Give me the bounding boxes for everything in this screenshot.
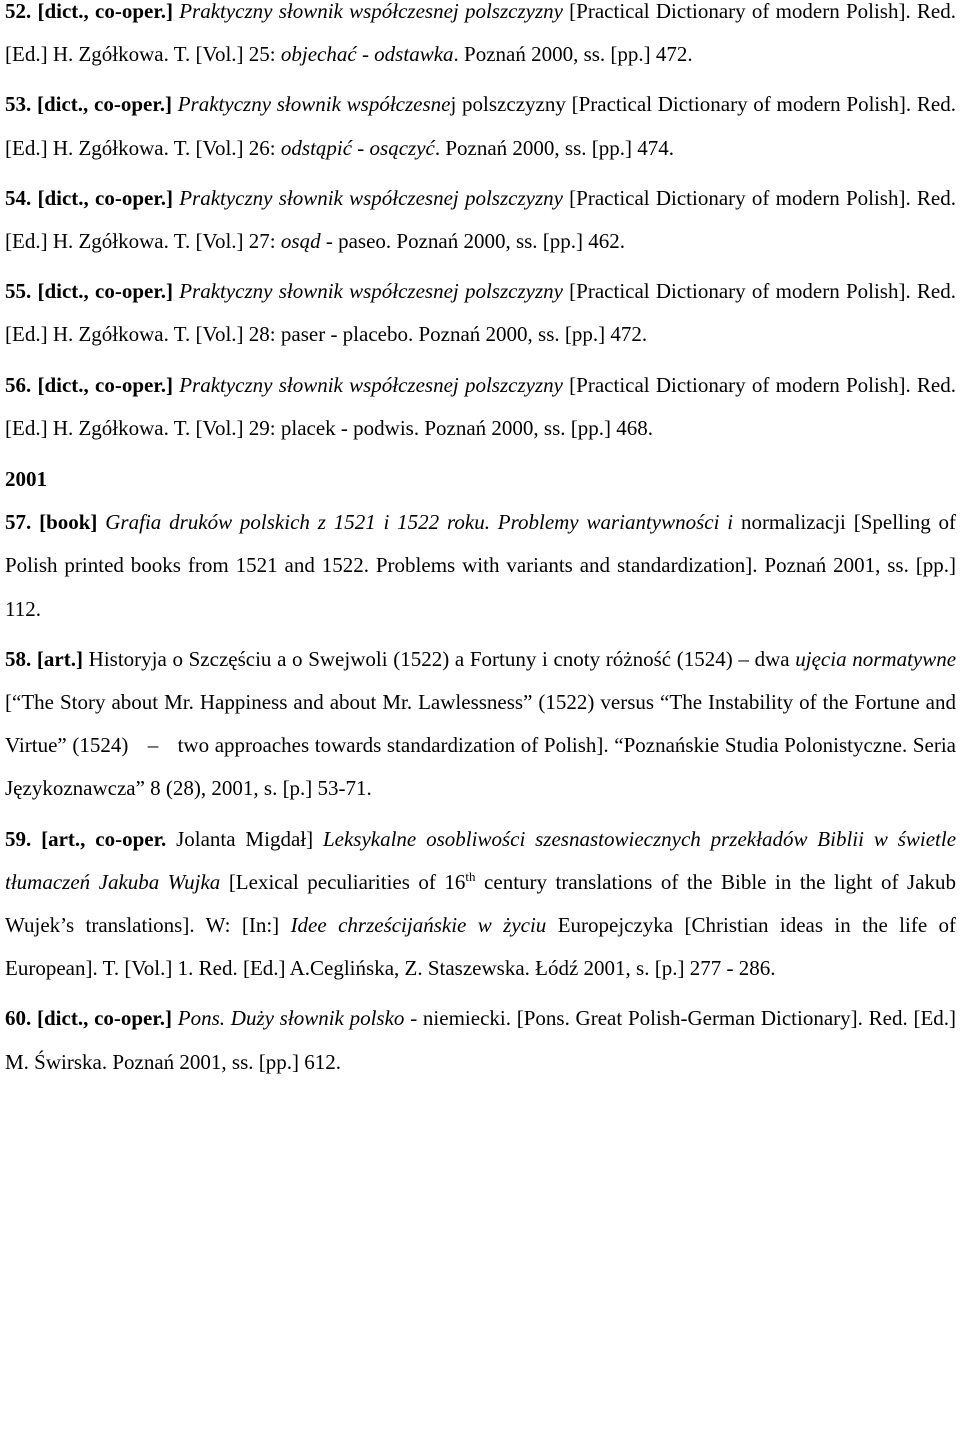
entry-title: Praktyczny słownik współczesnej polszczyzny — [179, 0, 563, 23]
entry-details: Europejczyka [Christian ideas in the life of European]. T. [Vol.] 1. Red. [Ed.] A.Ceglińska, Z. Staszewska. Łódź 2001, s. [p.] 277 - 286. — [5, 913, 957, 981]
entry-dash-2: – — [147, 733, 159, 758]
entry-number: 58. — [5, 646, 32, 671]
bibliography-entry-59 — [5, 818, 956, 991]
entry-title: Leksykalne osobliwości szesnastowiecznych przekładów Biblii w świetle tłumaczeń Jakuba Wujka — [5, 826, 957, 894]
entry-number: 59. — [5, 826, 32, 851]
entry-label: [art.] — [36, 646, 83, 671]
entry-details: [Practical Dictionary of modern Polish]. Red. [Ed.] H. Zgółkowa. T. [Vol.] 29: placek - podwis. Poznań 2000, ss. [pp.] 468. — [5, 372, 956, 440]
bibliography-entry-60 — [5, 997, 956, 1083]
entry-number: 53. — [5, 92, 32, 117]
entry-superscript: th — [465, 868, 476, 884]
entry-text-2: century translations of the Bible in the light of Jakub Wujek’s translations]. W: [In:] — [5, 869, 957, 938]
entry-title: Pons. Duży słownik polsko — [177, 1006, 405, 1031]
entry-label: [dict., co-oper.] — [37, 372, 173, 397]
entry-text: Historyja o Szczęściu a o Swejwoli (1522) a Fortuny i cnoty różność (1524) — [88, 646, 733, 671]
entry-coauthor: Jolanta Migdał] — [176, 826, 314, 851]
bibliography-entry-55 — [5, 270, 956, 356]
entry-number: 55. — [5, 279, 32, 304]
entry-title: Grafia druków polskich z 1521 i 1522 roku. Problemy wariantywności i — [105, 510, 734, 535]
entry-tail: . Poznań 2000, ss. [pp.] 472. — [453, 42, 693, 67]
entry-number: 54. — [5, 185, 32, 210]
entry-range: osąd — [280, 229, 321, 254]
entry-label: [book] — [39, 510, 98, 535]
entry-details-2: two approaches towards standardization of Polish]. “Poznańskie Studia Polonistyczne. Seria Językoznawcza” 8 (28), 2001, s. [p.] 53-71. — [5, 733, 957, 801]
entry-details: [“The Story about Mr. Happiness and about Mr. Lawlessness” (1522) versus “The Instability of the Fortune and Virtue” (1524) — [5, 690, 956, 758]
entry-details: [Practical Dictionary of modern Polish]. Red. [Ed.] H. Zgółkowa. T. [Vol.] 25: — [5, 0, 956, 67]
entry-text: [Lexical peculiarities of 16 — [228, 869, 466, 894]
entry-title: Praktyczny słownik współczesnej polszczyzny — [179, 279, 563, 304]
entry-details: [Practical Dictionary of modern Polish]. Red. [Ed.] H. Zgółkowa. T. [Vol.] 26: — [5, 92, 956, 160]
year-heading: 2001 — [5, 467, 47, 492]
bibliography-entry-58 — [5, 638, 956, 811]
entry-label: [dict., co-oper.] — [37, 185, 173, 210]
entry-label: [art., co-oper. — [41, 826, 167, 851]
bibliography-entry-56 — [5, 364, 956, 450]
bibliography-entry-54 — [5, 177, 956, 263]
entry-label: [dict., co-oper.] — [37, 1006, 173, 1031]
bibliography-entry-57 — [5, 501, 956, 631]
entry-number: 57. — [5, 510, 32, 535]
entry-details: [Practical Dictionary of modern Polish]. Red. [Ed.] H. Zgółkowa. T. [Vol.] 28: paser - placebo. Poznań 2000, ss. [pp.] 472. — [5, 279, 956, 347]
bibliography-entry-52 — [5, 0, 956, 76]
entry-range: odstąpić - osączyć — [280, 135, 435, 160]
entry-tail: - paseo. Poznań 2000, ss. [pp.] 462. — [325, 229, 626, 254]
bibliography-entry-53 — [5, 83, 956, 169]
entry-range: objechać - odstawka — [280, 42, 454, 67]
entry-label: [dict., co-oper.] — [36, 92, 172, 117]
entry-title: ujęcia normatywne — [795, 646, 957, 671]
entry-tail: . Poznań 2000, ss. [pp.] 474. — [434, 135, 675, 160]
entry-title: Praktyczny słownik współczesnej polszczyzny — [179, 185, 563, 210]
entry-title: Praktyczny słownik współczesne — [177, 92, 451, 117]
entry-number: 60. — [5, 1006, 32, 1031]
entry-title-tail: j polszczyzny — [450, 92, 566, 117]
entry-label: [dict., co-oper.] — [37, 0, 173, 23]
entry-details: [Practical Dictionary of modern Polish]. Red. [Ed.] H. Zgółkowa. T. [Vol.] 27: — [5, 185, 956, 254]
entry-label: [dict., co-oper.] — [37, 279, 173, 304]
entry-text-2: dwa — [754, 646, 790, 671]
entry-details: - niemiecki. [Pons. Great Polish-German Dictionary]. Red. [Ed.] M. Świrska. Poznań 2001, ss. [pp.] 612. — [5, 1006, 957, 1074]
entry-title: Praktyczny słownik współczesnej polszczyzny — [179, 372, 563, 397]
entry-book-title: Idee chrześcijańskie w życiu — [290, 913, 547, 938]
entry-number: 56. — [5, 372, 32, 397]
entry-dash: – — [738, 646, 749, 671]
entry-number: 52. — [5, 0, 32, 23]
entry-details: normalizacji [Spelling of Polish printed books from 1521 and 1522. Problems with variants and standardization]. Poznań 2001, ss. [pp.] 112. — [5, 510, 957, 621]
